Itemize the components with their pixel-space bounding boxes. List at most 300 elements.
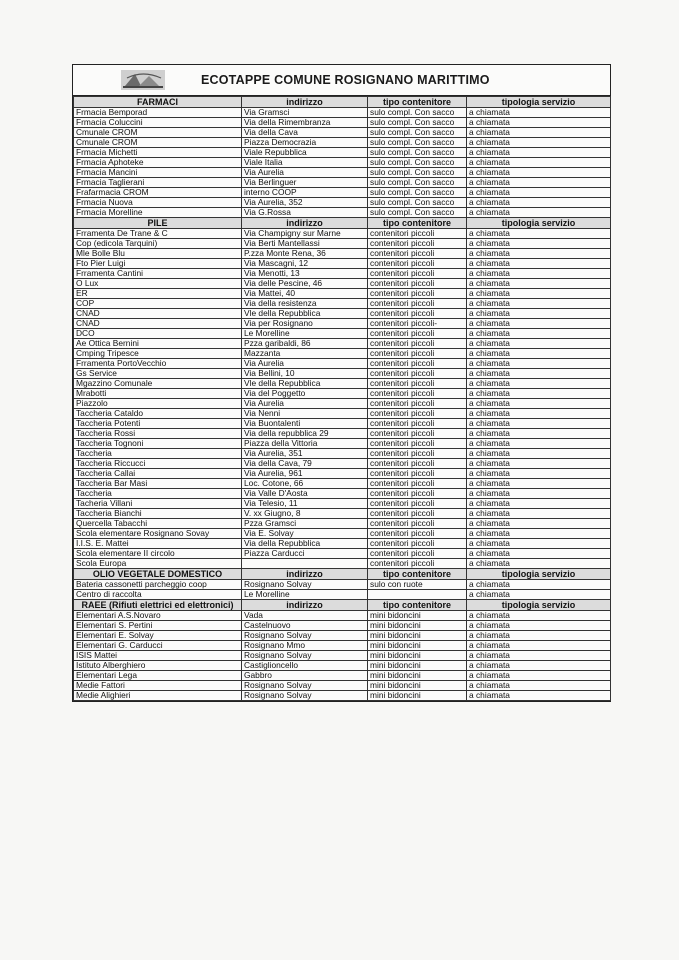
table-cell: a chiamata [467,269,611,279]
table-cell: Le Morelline [242,329,368,339]
table-cell: a chiamata [467,499,611,509]
table-cell: contenitori piccoli [368,269,467,279]
table-cell: contenitori piccoli [368,509,467,519]
column-header: tipo contenitore [368,218,467,229]
table-cell: Via della Repubblica [242,539,368,549]
table-row [74,661,611,671]
document-header [73,65,610,96]
table-cell: Vle della Repubblica [242,309,368,319]
table-cell: contenitori piccoli [368,529,467,539]
table-cell: a chiamata [467,178,611,188]
table-cell: Gabbro [242,671,368,681]
table-cell: contenitori piccoli [368,259,467,269]
table-cell: a chiamata [467,158,611,168]
table-cell: ISIS Mattei [74,651,242,661]
table-row [74,339,611,349]
table-row [74,611,611,621]
table-cell: sulo compl. Con sacco [368,158,467,168]
table-cell: Via Mattei, 40 [242,289,368,299]
table-cell: CNAD [74,309,242,319]
section-header-row [74,97,611,108]
rea-logo-icon [121,70,165,90]
table-cell: sulo compl. Con sacco [368,138,467,148]
table-cell: Medie Fattori [74,681,242,691]
table-row [74,349,611,359]
table-cell: Via Telesio, 11 [242,499,368,509]
table-row [74,621,611,631]
table-cell: mini bidoncini [368,651,467,661]
table-cell: a chiamata [467,479,611,489]
table-cell: Piazza Democrazia [242,138,368,148]
column-header: FARMACI [74,97,242,108]
table-cell: Via della Cava [242,128,368,138]
column-header: tipologia servizio [467,97,611,108]
table-cell: a chiamata [467,289,611,299]
table-row [74,399,611,409]
table-cell: contenitori piccoli [368,459,467,469]
table-row [74,229,611,239]
table-row [74,489,611,499]
table-cell: Istituto Alberghiero [74,661,242,671]
table-cell: contenitori piccoli [368,419,467,429]
column-header: PILE [74,218,242,229]
column-header: tipo contenitore [368,97,467,108]
table-cell: Via per Rosignano [242,319,368,329]
table-cell: Elementari E. Solvay [74,631,242,641]
table-cell: a chiamata [467,651,611,661]
table-row [74,319,611,329]
table-row [74,249,611,259]
table-row [74,449,611,459]
table-row [74,539,611,549]
table-cell: Cmunale CROM [74,128,242,138]
table-cell: Castelnuovo [242,621,368,631]
table-row [74,289,611,299]
table-cell: Frramenta De Trane & C [74,229,242,239]
table-cell: Cop (edicola Tarquini) [74,239,242,249]
table-cell: Via della repubblica 29 [242,429,368,439]
table-cell: Taccheria Riccucci [74,459,242,469]
table-row [74,429,611,439]
table-row [74,409,611,419]
table-cell: a chiamata [467,349,611,359]
table-cell: a chiamata [467,198,611,208]
table-cell: Via delle Pescine, 46 [242,279,368,289]
table-cell: Taccheria [74,449,242,459]
table-cell: a chiamata [467,661,611,671]
table-cell: sulo compl. Con sacco [368,188,467,198]
table-cell: Via della Cava, 79 [242,459,368,469]
column-header: tipologia servizio [467,218,611,229]
table-cell: Rosignano Solvay [242,631,368,641]
table-cell: Centro di raccolta [74,590,242,600]
table-cell: Piazza Carducci [242,549,368,559]
table-cell: Taccheria Rossi [74,429,242,439]
table-row [74,681,611,691]
table-cell: Frramenta Cantini [74,269,242,279]
table-cell: a chiamata [467,249,611,259]
table-cell: sulo compl. Con sacco [368,128,467,138]
table-cell: Mle Bolle Blu [74,249,242,259]
table-cell: a chiamata [467,529,611,539]
table-cell: Bateria cassonetti parcheggio coop [74,580,242,590]
table-row [74,519,611,529]
column-header: indirizzo [242,569,368,580]
table-row [74,138,611,148]
section-header-row [74,600,611,611]
table-cell: a chiamata [467,549,611,559]
table-cell: a chiamata [467,168,611,178]
table-cell: contenitori piccoli [368,499,467,509]
table-cell: Frramenta PortoVecchio [74,359,242,369]
table-row [74,369,611,379]
table-row [74,108,611,118]
table-cell: Frmacia Taglierani [74,178,242,188]
table-cell: a chiamata [467,641,611,651]
table-cell: Via della Rimembranza [242,118,368,128]
table-cell: a chiamata [467,449,611,459]
table-row [74,631,611,641]
document-sheet [72,64,611,702]
table-cell: Piazza della Vittoria [242,439,368,449]
table-cell: a chiamata [467,128,611,138]
table-cell: Quercella Tabacchi [74,519,242,529]
table-cell: Via Mascagni, 12 [242,259,368,269]
table-cell: ER [74,289,242,299]
table-cell: a chiamata [467,319,611,329]
table-cell: Tacheria Villani [74,499,242,509]
table-cell: Gs Service [74,369,242,379]
table-cell: a chiamata [467,459,611,469]
table-row [74,580,611,590]
table-body [74,97,611,701]
column-header: tipologia servizio [467,569,611,580]
table-row [74,269,611,279]
table-row [74,299,611,309]
table-row [74,651,611,661]
table-cell: Castiglioncello [242,661,368,671]
table-cell: Mgazzino Comunale [74,379,242,389]
table-cell: contenitori piccoli [368,549,467,559]
table-cell: contenitori piccoli [368,559,467,569]
table-cell: a chiamata [467,419,611,429]
table-cell: contenitori piccoli [368,479,467,489]
table-cell: Via G.Rossa [242,208,368,218]
table-row [74,208,611,218]
table-cell: a chiamata [467,279,611,289]
table-row [74,671,611,681]
table-cell: a chiamata [467,580,611,590]
table-row [74,309,611,319]
table-cell: a chiamata [467,389,611,399]
ecotappe-table [73,96,611,701]
table-cell: Via del Poggetto [242,389,368,399]
table-cell: contenitori piccoli [368,309,467,319]
table-cell: Taccheria Callai [74,469,242,479]
table-row [74,279,611,289]
section-header-row [74,569,611,580]
column-header: indirizzo [242,218,368,229]
table-cell: Mrabotti [74,389,242,399]
table-cell [242,559,368,569]
table-cell: a chiamata [467,359,611,369]
table-row [74,259,611,269]
table-cell: contenitori piccoli [368,489,467,499]
table-cell: Rosignano Solvay [242,691,368,701]
table-cell: Via Nenni [242,409,368,419]
table-cell: a chiamata [467,309,611,319]
table-cell: Frmacia Morelline [74,208,242,218]
table-cell: a chiamata [467,509,611,519]
table-cell: Frafarmacia CROM [74,188,242,198]
table-cell: a chiamata [467,329,611,339]
table-cell: Elementari G. Carducci [74,641,242,651]
table-cell: Taccheria Cataldo [74,409,242,419]
table-cell: Scola elementare II circolo [74,549,242,559]
table-cell: a chiamata [467,299,611,309]
table-cell: Rosignano Solvay [242,580,368,590]
table-cell: Via della resistenza [242,299,368,309]
table-cell: a chiamata [467,148,611,158]
table-row [74,158,611,168]
table-cell: a chiamata [467,239,611,249]
table-cell: a chiamata [467,409,611,419]
column-header: OLIO VEGETALE DOMESTICO [74,569,242,580]
table-cell: Cmping Tripesce [74,349,242,359]
table-cell: mini bidoncini [368,691,467,701]
table-cell: contenitori piccoli [368,389,467,399]
column-header: indirizzo [242,600,368,611]
table-cell: Pzza Gramsci [242,519,368,529]
table-cell: Taccheria Potenti [74,419,242,429]
table-cell: a chiamata [467,469,611,479]
table-cell: a chiamata [467,399,611,409]
table-cell: Pzza garibaldi, 86 [242,339,368,349]
table-cell: mini bidoncini [368,631,467,641]
table-cell: mini bidoncini [368,671,467,681]
table-cell: Taccheria Bianchi [74,509,242,519]
table-cell: Ae Ottica Bernini [74,339,242,349]
table-cell: Taccheria [74,489,242,499]
table-cell: Via Buontalenti [242,419,368,429]
table-row [74,148,611,158]
table-row [74,419,611,429]
table-cell: a chiamata [467,539,611,549]
table-cell: a chiamata [467,369,611,379]
column-header: indirizzo [242,97,368,108]
table-row [74,479,611,489]
table-row [74,128,611,138]
table-cell: a chiamata [467,631,611,641]
table-cell: Frmacia Coluccini [74,118,242,128]
table-cell: a chiamata [467,621,611,631]
table-cell: a chiamata [467,138,611,148]
table-cell: Via Berti Mantellassi [242,239,368,249]
table-cell: contenitori piccoli [368,439,467,449]
table-cell: contenitori piccoli [368,449,467,459]
table-cell: contenitori piccoli [368,359,467,369]
table-cell: Rosignano Solvay [242,681,368,691]
table-cell: a chiamata [467,379,611,389]
table-cell: Vle della Repubblica [242,379,368,389]
section-header-row [74,218,611,229]
table-cell: contenitori piccoli [368,429,467,439]
table-cell: Medie Alighieri [74,691,242,701]
table-cell: contenitori piccoli [368,289,467,299]
table-cell: Loc. Cotone, 66 [242,479,368,489]
table-cell: Scola Europa [74,559,242,569]
table-row [74,499,611,509]
table-cell: a chiamata [467,259,611,269]
table-cell: Elementari S. Pertini [74,621,242,631]
table-row [74,641,611,651]
table-cell: Via Aurelia, 351 [242,449,368,459]
table-cell: COP [74,299,242,309]
table-row [74,239,611,249]
table-cell: Cmunale CROM [74,138,242,148]
table-row [74,529,611,539]
table-cell: Rosignano Mmo [242,641,368,651]
table-cell: a chiamata [467,611,611,621]
table-cell: contenitori piccoli [368,249,467,259]
table-row [74,469,611,479]
table-cell: I.I.S. E. Mattei [74,539,242,549]
table-cell: Via Aurelia [242,399,368,409]
table-cell: Scola elementare Rosignano Sovay [74,529,242,539]
table-cell: sulo compl. Con sacco [368,168,467,178]
table-cell: contenitori piccoli [368,519,467,529]
table-cell: a chiamata [467,439,611,449]
table-cell: contenitori piccoli [368,239,467,249]
table-cell: contenitori piccoli [368,229,467,239]
table-cell: a chiamata [467,118,611,128]
table-cell: sulo compl. Con sacco [368,108,467,118]
table-cell: contenitori piccoli [368,409,467,419]
table-cell: a chiamata [467,188,611,198]
table-cell: Elementari Lega [74,671,242,681]
table-cell: Via Aurelia [242,168,368,178]
table-cell: Le Morelline [242,590,368,600]
table-row [74,329,611,339]
column-header: tipo contenitore [368,569,467,580]
table-cell: contenitori piccoli [368,539,467,549]
table-cell: contenitori piccoli [368,399,467,409]
table-cell: a chiamata [467,339,611,349]
table-cell: contenitori piccoli [368,469,467,479]
table-cell: mini bidoncini [368,661,467,671]
table-cell: contenitori piccoli [368,299,467,309]
table-cell: mini bidoncini [368,681,467,691]
table-cell: Via Gramsci [242,108,368,118]
table-cell: Rosignano Solvay [242,651,368,661]
table-cell: O Lux [74,279,242,289]
table-row [74,389,611,399]
table-cell: mini bidoncini [368,611,467,621]
table-cell: Taccheria Tognoni [74,439,242,449]
table-cell: sulo compl. Con sacco [368,208,467,218]
table-cell: Frmacia Aphoteke [74,158,242,168]
table-cell: contenitori piccoli [368,279,467,289]
table-cell: Vada [242,611,368,621]
table-row [74,509,611,519]
table-cell: Via Aurelia [242,359,368,369]
table-cell: a chiamata [467,489,611,499]
table-cell: contenitori piccoli [368,369,467,379]
table-cell: CNAD [74,319,242,329]
table-cell: contenitori piccoli [368,339,467,349]
table-row [74,439,611,449]
column-header: tipologia servizio [467,600,611,611]
table-row [74,198,611,208]
table-cell: contenitori piccoli [368,349,467,359]
document-title: ECOTAPPE COMUNE ROSIGNANO MARITTIMO [201,73,490,87]
table-cell: contenitori piccoli [368,379,467,389]
table-cell: V. xx Giugno, 8 [242,509,368,519]
table-cell: sulo compl. Con sacco [368,118,467,128]
table-cell: Via Valle D'Aosta [242,489,368,499]
table-cell: sulo compl. Con sacco [368,198,467,208]
table-cell: Viale Italia [242,158,368,168]
table-cell: Taccheria Bar Masi [74,479,242,489]
table-cell: Viale Repubblica [242,148,368,158]
table-cell: Frmacia Mancini [74,168,242,178]
table-row [74,359,611,369]
table-cell: a chiamata [467,691,611,701]
table-cell: sulo compl. Con sacco [368,148,467,158]
table-cell: a chiamata [467,229,611,239]
table-cell: Via Aurelia, 961 [242,469,368,479]
table-cell: sulo compl. Con sacco [368,178,467,188]
table-cell: mini bidoncini [368,621,467,631]
table-row [74,379,611,389]
table-cell: sulo con ruote [368,580,467,590]
table-cell: mini bidoncini [368,641,467,651]
table-row [74,459,611,469]
table-cell: interno COOP [242,188,368,198]
table-cell: Frmacia Bemporad [74,108,242,118]
table-row [74,118,611,128]
table-cell: Via Menotti, 13 [242,269,368,279]
table-cell: a chiamata [467,681,611,691]
table-cell: a chiamata [467,429,611,439]
table-cell: Frmacia Michetti [74,148,242,158]
column-header: tipo contenitore [368,600,467,611]
table-cell: P.zza Monte Rena, 36 [242,249,368,259]
table-cell [368,590,467,600]
table-cell: Elementari A.S.Novaro [74,611,242,621]
table-cell: Via Bellini, 10 [242,369,368,379]
table-row [74,590,611,600]
table-row [74,178,611,188]
table-cell: Via Aurelia, 352 [242,198,368,208]
table-row [74,691,611,701]
table-cell: Via Champigny sur Marne [242,229,368,239]
column-header: RAEE (Rifiuti elettrici ed elettronici) [74,600,242,611]
table-cell: Mazzanta [242,349,368,359]
table-cell: Via E. Solvay [242,529,368,539]
table-cell: Fto Pier Luigi [74,259,242,269]
table-cell: Piazzolo [74,399,242,409]
table-cell: DCO [74,329,242,339]
table-row [74,559,611,569]
table-row [74,168,611,178]
table-cell: a chiamata [467,519,611,529]
table-cell: a chiamata [467,108,611,118]
table-cell: contenitori piccoli [368,329,467,339]
table-row [74,549,611,559]
table-cell: contenitori piccoli- [368,319,467,329]
table-cell: a chiamata [467,590,611,600]
